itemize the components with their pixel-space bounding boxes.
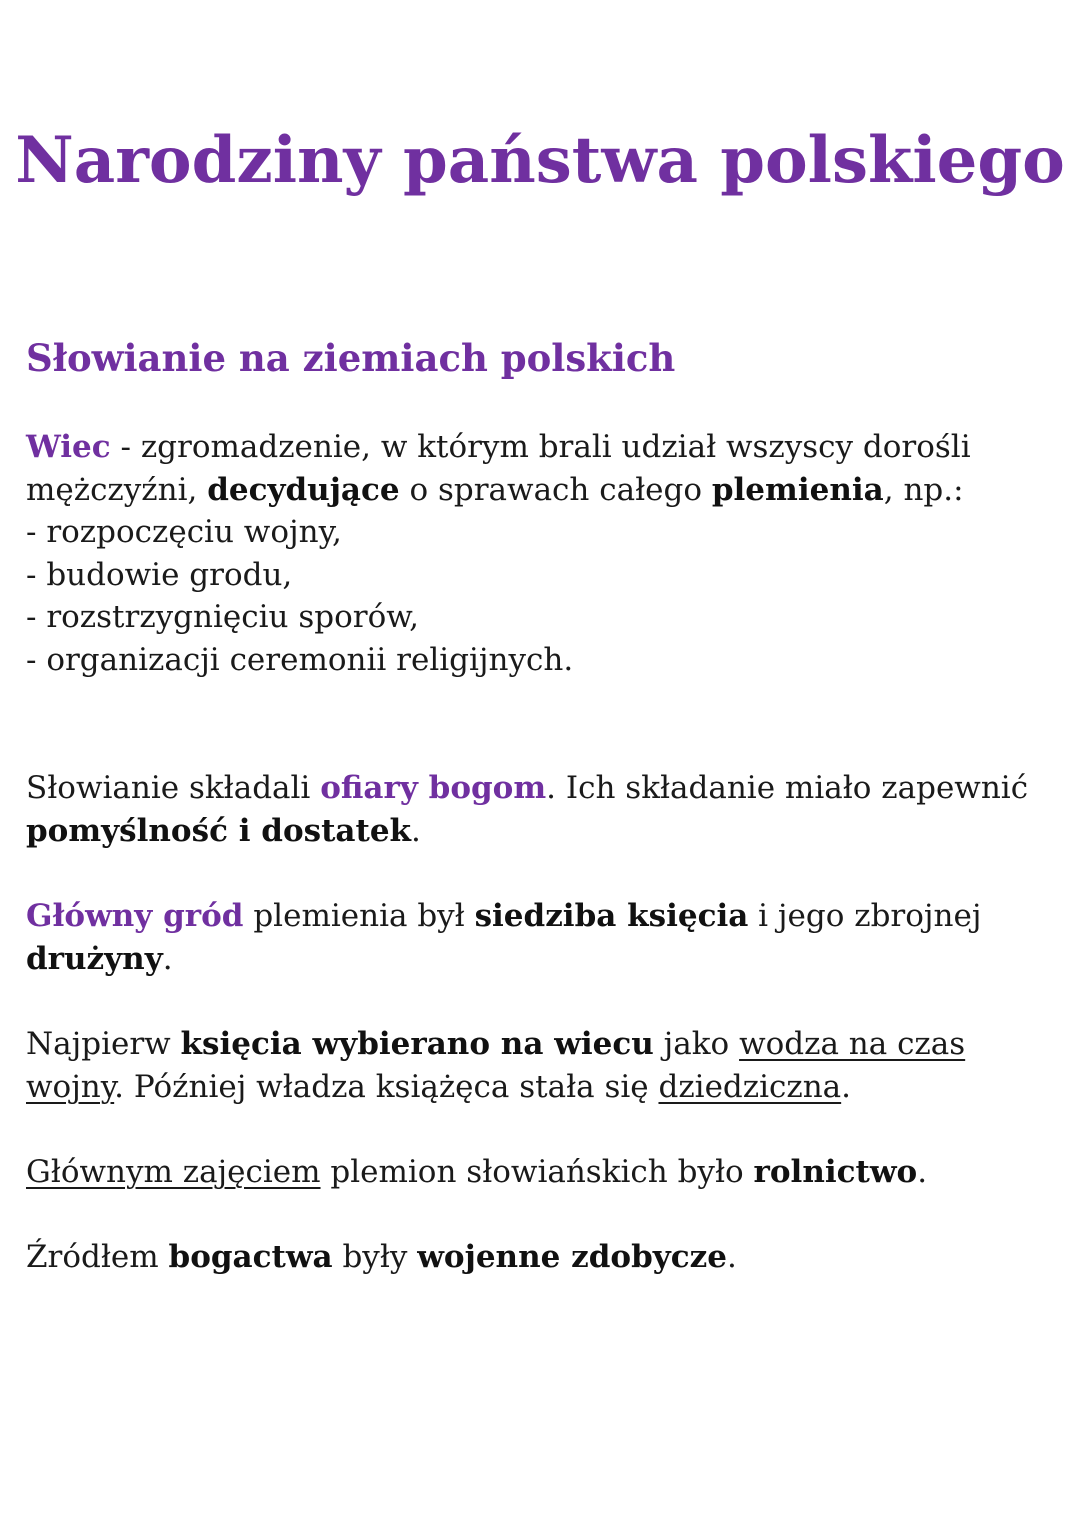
underlined-term: wodza na czas wojny	[26, 1026, 966, 1105]
list-item: - budowie grodu,	[26, 556, 293, 593]
text: jako	[653, 1026, 740, 1062]
bold-term: księcia wybierano na wiecu	[180, 1026, 654, 1062]
text: - zgromadzenie, w którym brali udział wszyscy dorośli mężczyźni,	[26, 429, 971, 508]
paragraph-grod	[26, 895, 1066, 980]
underlined-term: Głównym zajęciem	[26, 1154, 321, 1190]
term-grod: Główny gród	[26, 898, 244, 934]
bold-term: plemienia	[711, 471, 884, 508]
page-title: Narodziny państwa polskiego	[15, 123, 1065, 198]
text: Najpierw	[26, 1026, 181, 1062]
text: . Ich składanie miało zapewnić	[546, 770, 1029, 806]
text: były	[332, 1239, 418, 1275]
section-heading: Słowianie na ziemiach polskich	[26, 336, 676, 380]
bold-term: wojenne zdobycze	[417, 1239, 727, 1275]
term-wiec: Wiec	[26, 429, 111, 465]
bold-term: pomyślność i dostatek	[26, 812, 412, 849]
text: , np.:	[883, 471, 964, 508]
bold-term: bogactwa	[168, 1239, 333, 1275]
text: .	[727, 1239, 737, 1275]
paragraph-wladza	[26, 1023, 1066, 1108]
underlined-term: dziedziczna	[658, 1068, 842, 1105]
paragraph-ofiary	[26, 767, 1066, 852]
text: plemienia był	[243, 898, 475, 934]
text: plemion słowiańskich było	[320, 1154, 754, 1190]
text: .	[411, 812, 421, 849]
text: . Później władza książęca stała się	[114, 1068, 659, 1105]
bold-term: siedziba księcia	[474, 898, 749, 934]
text: Źródłem	[26, 1239, 169, 1275]
text: o sprawach całego	[399, 471, 712, 508]
bold-term: drużyny	[26, 940, 163, 977]
text: .	[917, 1154, 928, 1190]
text: .	[162, 940, 173, 977]
list-item: - rozpoczęciu wojny,	[26, 514, 342, 551]
paragraph-bogactwo	[26, 1236, 1066, 1279]
term-ofiary: ofiary bogom	[320, 770, 547, 806]
bold-term: decydujące	[207, 471, 400, 508]
text: i jego zbrojnej	[748, 898, 982, 934]
text: Słowianie składali	[26, 770, 321, 806]
paragraph-zajecie	[26, 1151, 1066, 1194]
wiec-list	[26, 511, 1066, 681]
bold-term: rolnictwo	[753, 1154, 918, 1190]
list-item: - organizacji ceremonii religijnych.	[26, 641, 574, 678]
list-item: - rozstrzygnięciu sporów,	[26, 599, 419, 636]
paragraph-wiec	[26, 426, 1066, 682]
text: .	[841, 1068, 852, 1105]
